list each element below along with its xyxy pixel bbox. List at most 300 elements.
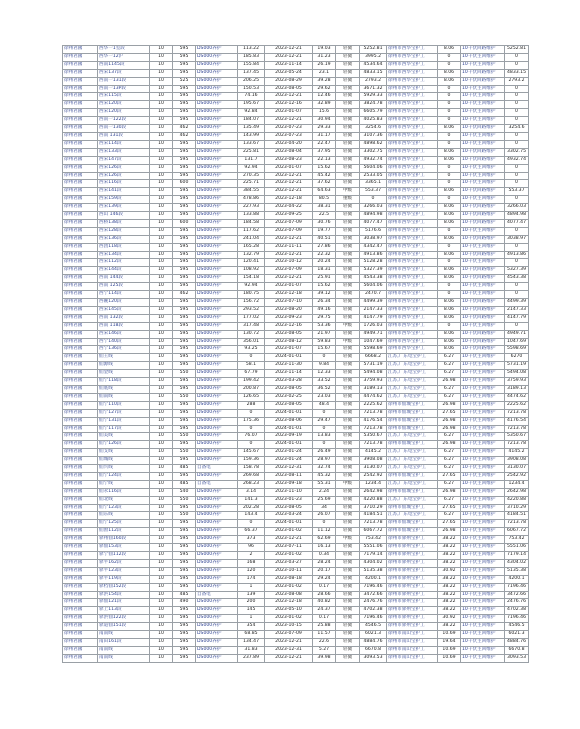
cell-factor: 38.22 — [438, 599, 461, 607]
table-row — [63, 385, 529, 393]
cell-factor: 27.65 — [438, 504, 461, 512]
cell-maintainer: 江苏,广东电宝护工 — [387, 378, 438, 386]
cell-level: 轻微 — [336, 417, 360, 425]
cell-result: 4304.02 — [505, 559, 529, 567]
cell-date: 2023-07-09 — [265, 227, 313, 235]
cell-device-type: DS000养护 — [196, 631, 238, 639]
cell-category: 10千伏主回维护 — [461, 283, 505, 291]
cell-capacity: 550 — [173, 370, 196, 378]
cell-load-value: 237.89 — [238, 654, 265, 662]
table-row — [63, 370, 529, 378]
cell-maintainer: 江苏,广东电宝护工 — [387, 457, 438, 465]
cell-date: 2023-08-05 — [265, 385, 313, 393]
cell-voltage: 10 — [150, 370, 173, 378]
table-row — [63, 117, 529, 125]
cell-factor: 6.27 — [438, 354, 461, 362]
cell-capacity: 600 — [173, 180, 196, 188]
cell-voltage: 10 — [150, 109, 173, 117]
cell-load-rate: 26.49 — [313, 449, 336, 457]
cell-device-type: DS000养护 — [196, 330, 238, 338]
cell-level: 轻微 — [336, 212, 360, 220]
cell-load-value: 269.68 — [238, 472, 265, 480]
cell-maintainer: 江苏,广东电宝护工 — [387, 393, 438, 401]
cell-load-value: 177.02 — [238, 314, 265, 322]
cell-margin: 3824.78 — [360, 101, 387, 109]
cell-unit: 徐州君國 — [63, 299, 98, 307]
cell-voltage: 10 — [150, 338, 173, 346]
table-row — [63, 559, 529, 567]
cell-category: 10千伏回路维护 — [461, 188, 505, 196]
cell-voltage: 10 — [150, 77, 173, 85]
table-row — [63, 204, 529, 212]
table-row — [63, 93, 529, 101]
cell-date: 2023-09-25 — [265, 212, 313, 220]
cell-category: 10千伏主回维护 — [461, 646, 505, 654]
cell-category: 10千伏回路维护 — [461, 46, 505, 54]
cell-category: 10千伏回路维护 — [461, 330, 505, 338]
cell-device-type: DS000养护 — [196, 607, 238, 615]
cell-load-rate: 0 — [313, 425, 336, 433]
cell-load-rate: 30.76 — [313, 219, 336, 227]
cell-load-rate: 20.17 — [313, 567, 336, 575]
cell-device-type: DS000养护 — [196, 567, 238, 575]
cell-category: 10千伏主回维护 — [461, 638, 505, 646]
cell-capacity: 595 — [173, 338, 196, 346]
cell-load-rate: 29.24 — [313, 575, 336, 583]
table-row — [63, 504, 529, 512]
cell-level: 轻微 — [336, 204, 360, 212]
cell-result: 0 — [505, 227, 529, 235]
cell-capacity: 595 — [173, 638, 196, 646]
cell-maintainer: 江苏,广东电宝护工 — [387, 354, 438, 362]
table-row — [63, 496, 529, 504]
cell-margin: 4304.02 — [360, 559, 387, 567]
cell-capacity: 550 — [173, 393, 196, 401]
cell-maintainer: 徐州市西华宝护工 — [387, 227, 438, 235]
cell-category: 10千伏主回维护 — [461, 496, 505, 504]
cell-margin: 4176.54 — [360, 417, 387, 425]
cell-result: 2476.76 — [505, 599, 529, 607]
cell-maintainer: 徐州市西华宝护工 — [387, 69, 438, 77]
cell-category: 10千伏回路维护 — [461, 212, 505, 220]
cell-device-type: DS000养护 — [196, 69, 238, 77]
cell-load-rate: 34 — [313, 504, 336, 512]
cell-maintainer: 徐州市西华宝护工 — [387, 148, 438, 156]
cell-date: 2023-11-11 — [265, 243, 313, 251]
cell-load-rate: 22.47 — [313, 140, 336, 148]
cell-level: 轻微 — [336, 93, 360, 101]
cell-line-name: 驿平123段 — [98, 567, 150, 575]
cell-device-type: DS000养护 — [196, 275, 238, 283]
cell-line-name: 南南线 — [98, 654, 150, 662]
cell-device-type: DS000养护 — [196, 520, 238, 528]
cell-margin: 5128.28 — [360, 259, 387, 267]
cell-voltage: 10 — [150, 552, 173, 560]
cell-result: 4949.71 — [505, 330, 529, 338]
cell-margin: 3107.36 — [360, 132, 387, 140]
cell-load-rate: 22.6 — [313, 638, 336, 646]
cell-margin: 4145.2 — [360, 449, 387, 457]
cell-capacity: 595 — [173, 354, 196, 362]
cell-line-name: 仙美线 — [98, 433, 150, 441]
cell-maintainer: 徐州市驿州宝护工 — [387, 559, 438, 567]
cell-margin: 4898.62 — [360, 140, 387, 148]
table-row — [63, 654, 529, 662]
cell-maintainer: 徐州市西华宝护工 — [387, 156, 438, 164]
cell-margin: 4147.79 — [360, 314, 387, 322]
cell-category: 10千伏回路维护 — [461, 235, 505, 243]
cell-line-name: 仙底线 — [98, 385, 150, 393]
cell-load-rate: 19.03 — [313, 46, 336, 54]
cell-maintainer: 徐州市驿州宝护工 — [387, 575, 438, 583]
cell-date: 2023-12-21 — [265, 251, 313, 259]
table-row — [63, 212, 529, 220]
cell-load-value: 288 — [238, 401, 265, 409]
cell-level: 轻微 — [336, 646, 360, 654]
cell-date: 2023-01-02 — [265, 528, 313, 536]
cell-maintainer: 徐州市驿州宝护工 — [387, 615, 438, 623]
cell-category: 10千伏主回维护 — [461, 164, 505, 172]
cell-maintainer: 江苏,广东电宝护工 — [387, 480, 438, 488]
cell-category: 10千伏主回维护 — [461, 520, 505, 528]
cell-load-rate: 13.83 — [313, 433, 336, 441]
cell-capacity: 595 — [173, 409, 196, 417]
cell-level: 轻微 — [336, 528, 360, 536]
cell-result: 3189.13 — [505, 385, 529, 393]
cell-maintainer: 徐州市西华宝护工 — [387, 251, 438, 259]
cell-result: 0 — [505, 196, 529, 204]
cell-capacity: 550 — [173, 512, 196, 520]
cell-capacity: 595 — [173, 362, 196, 370]
cell-capacity: 595 — [173, 583, 196, 591]
cell-device-type: DS000养护 — [196, 378, 238, 386]
cell-load-rate: 15.62 — [313, 164, 336, 172]
table-row — [63, 512, 529, 520]
cell-date: 2023-12-21 — [265, 180, 313, 188]
cell-date: 2023-03-27 — [265, 559, 313, 567]
cell-line-name: 西南 144段 — [98, 275, 150, 283]
cell-factor: 8.06 — [438, 306, 461, 314]
cell-voltage: 10 — [150, 362, 173, 370]
cell-voltage: 10 — [150, 188, 173, 196]
cell-capacity: 595 — [173, 172, 196, 180]
cell-unit: 徐州君國 — [63, 219, 98, 227]
cell-category: 10千伏主回维护 — [461, 599, 505, 607]
cell-date: 2023-08-05 — [265, 504, 313, 512]
cell-capacity: 550 — [173, 449, 196, 457]
cell-date: 2023-01-02 — [265, 615, 313, 623]
cell-load-value: 174 — [238, 575, 265, 583]
table-row — [63, 267, 529, 275]
cell-category: 10千伏主回维护 — [461, 536, 505, 544]
cell-factor: 8.06 — [438, 46, 461, 54]
cell-load-rate: 12.33 — [313, 370, 336, 378]
cell-device-type: DS000养护 — [196, 638, 238, 646]
cell-factor: 38.22 — [438, 591, 461, 599]
cell-level: 轻微 — [336, 591, 360, 599]
cell-maintainer: 徐州市西华宝护工 — [387, 322, 438, 330]
cell-category: 10千伏回路维护 — [461, 156, 505, 164]
cell-date: 2023-09-23 — [265, 314, 313, 322]
cell-result: 4184.51 — [505, 512, 529, 520]
cell-load-value: 74.16 — [238, 93, 265, 101]
cell-factor: 38.22 — [438, 623, 461, 631]
cell-maintainer: 徐州市仙城宝护工 — [387, 425, 438, 433]
cell-result: 6670.8 — [505, 646, 529, 654]
cell-load-rate: 29.62 — [313, 85, 336, 93]
cell-load-value: 270.35 — [238, 172, 265, 180]
cell-date: 2023-12-21 — [265, 188, 313, 196]
cell-category: 10千伏主回维护 — [461, 457, 505, 465]
cell-margin: 4499.39 — [360, 299, 387, 307]
cell-date: 2023-12-31 — [265, 646, 313, 654]
cell-capacity: 595 — [173, 623, 196, 631]
cell-voltage: 10 — [150, 441, 173, 449]
cell-load-rate: 39.12 — [313, 291, 336, 299]
cell-device-type: DS000养护 — [196, 623, 238, 631]
cell-category: 10千伏主回维护 — [461, 385, 505, 393]
cell-load-rate: 22.5 — [313, 212, 336, 220]
cell-unit: 徐州君國 — [63, 227, 98, 235]
cell-date: 2024-01-01 — [265, 425, 313, 433]
cell-load-value: 225.81 — [238, 148, 265, 156]
cell-maintainer: 徐州市仙城宝护工 — [387, 417, 438, 425]
table-row — [63, 393, 529, 401]
cell-load-rate: 26.19 — [313, 61, 336, 69]
table-row — [63, 433, 529, 441]
cell-load-value: 145.67 — [238, 449, 265, 457]
cell-device-type: DS000养护 — [196, 180, 238, 188]
cell-unit: 徐州君國 — [63, 362, 98, 370]
cell-unit: 徐州君國 — [63, 204, 98, 212]
cell-load-rate: 59.83 — [313, 338, 336, 346]
cell-margin: 3130.07 — [360, 465, 387, 473]
cell-unit: 徐州君國 — [63, 615, 98, 623]
cell-maintainer: 徐州市西华宝护工 — [387, 291, 438, 299]
cell-level: 轻微 — [336, 354, 360, 362]
cell-result: 3093.53 — [505, 654, 529, 662]
cell-margin: 1047.69 — [360, 338, 387, 346]
cell-load-rate: 32.89 — [313, 101, 336, 109]
cell-maintainer: 徐州市西华宝护工 — [387, 164, 438, 172]
cell-load-rate: 40.82 — [313, 599, 336, 607]
cell-level: 轻微 — [336, 433, 360, 441]
cell-result: 5494.08 — [505, 370, 529, 378]
cell-result: 5731.19 — [505, 362, 529, 370]
cell-device-type: DS000养护 — [196, 536, 238, 544]
cell-unit: 徐州君國 — [63, 314, 98, 322]
cell-factor: 0 — [438, 93, 461, 101]
cell-factor: 38.22 — [438, 575, 461, 583]
cell-load-value: 184.58 — [238, 219, 265, 227]
cell-date: 2023-10-15 — [265, 623, 313, 631]
cell-unit: 徐州君國 — [63, 46, 98, 54]
cell-device-type: DS000养护 — [196, 85, 238, 93]
table-row — [63, 488, 529, 496]
cell-margin: 553.37 — [360, 188, 387, 196]
cell-level: 轻微 — [336, 125, 360, 133]
cell-line-name: 西宋134段 — [98, 251, 150, 259]
cell-line-name: 西碗120段 — [98, 299, 150, 307]
cell-margin: 5929.33 — [360, 93, 387, 101]
cell-load-value: 133.88 — [238, 212, 265, 220]
cell-margin: 4025.83 — [360, 117, 387, 125]
cell-maintainer: 徐州市西华宝护工 — [387, 275, 438, 283]
cell-margin: 5327.39 — [360, 267, 387, 275]
cell-result: 0 — [505, 180, 529, 188]
cell-load-value: 126.65 — [238, 393, 265, 401]
cell-load-value: 158.78 — [238, 465, 265, 473]
cell-maintainer: 徐州市西华宝护工 — [387, 140, 438, 148]
cell-level: 轻微 — [336, 85, 360, 93]
cell-maintainer: 江苏,广东电宝护工 — [387, 433, 438, 441]
cell-capacity: 595 — [173, 156, 196, 164]
cell-voltage: 10 — [150, 654, 173, 662]
cell-margin: 3908.08 — [360, 457, 387, 465]
cell-result: 3710.29 — [505, 504, 529, 512]
cell-voltage: 10 — [150, 559, 173, 567]
cell-result: 3130.07 — [505, 465, 529, 473]
cell-level: 轻微 — [336, 425, 360, 433]
cell-capacity: 485 — [173, 591, 196, 599]
cell-date: 2023-08-11 — [265, 472, 313, 480]
cell-date: 2023-01-02 — [265, 552, 313, 560]
cell-unit: 徐州君國 — [63, 291, 98, 299]
cell-factor: 30.92 — [438, 615, 461, 623]
cell-category: 10千伏主回维护 — [461, 354, 505, 362]
cell-device-type: DS000养护 — [196, 488, 238, 496]
cell-margin: 7196.46 — [360, 615, 387, 623]
cell-category: 10千伏主回维护 — [461, 575, 505, 583]
cell-voltage: 10 — [150, 615, 173, 623]
cell-margin: 4184.51 — [360, 512, 387, 520]
cell-voltage: 10 — [150, 314, 173, 322]
cell-voltage: 10 — [150, 243, 173, 251]
cell-level: 轻微 — [336, 567, 360, 575]
cell-capacity: 595 — [173, 646, 196, 654]
data-table — [62, 45, 529, 663]
cell-load-value: 66.37 — [238, 528, 265, 536]
cell-device-type: DS000养护 — [196, 61, 238, 69]
cell-load-value: 2 — [238, 552, 265, 560]
cell-unit: 徐州君國 — [63, 591, 98, 599]
cell-factor: 38.22 — [438, 536, 461, 544]
cell-maintainer: 徐州市西华宝护工 — [387, 132, 438, 140]
cell-device-type: DS000养护 — [196, 117, 238, 125]
cell-device-type: DS000养护 — [196, 77, 238, 85]
cell-result: 0 — [505, 61, 529, 69]
cell-line-name: 西南1145段 — [98, 61, 150, 69]
cell-load-value: 184.07 — [238, 117, 265, 125]
cell-load-rate: 25.91 — [313, 275, 336, 283]
cell-unit: 徐州君國 — [63, 53, 98, 61]
cell-load-value: 0 — [238, 409, 265, 417]
cell-line-name: 仙北线 — [98, 496, 150, 504]
cell-date: 2023-01-24 — [265, 457, 313, 465]
cell-result: 4833.15 — [505, 69, 529, 77]
cell-device-type: DS000养护 — [196, 441, 238, 449]
cell-line-name: 驿仙153段 — [98, 544, 150, 552]
cell-voltage: 10 — [150, 306, 173, 314]
cell-date: 2023-12-21 — [265, 53, 313, 61]
cell-line-name: 仙宁131段 — [98, 417, 150, 425]
cell-load-rate: 15.6 — [313, 109, 336, 117]
cell-device-type: DS000养护 — [196, 164, 238, 172]
table-row — [63, 164, 529, 172]
cell-category: 10千伏主回维护 — [461, 417, 505, 425]
cell-factor: 0 — [438, 140, 461, 148]
cell-device-type: DS000养护 — [196, 251, 238, 259]
cell-category: 10千伏主回维护 — [461, 615, 505, 623]
cell-category: 10千伏主回维护 — [461, 401, 505, 409]
cell-unit: 徐州君國 — [63, 520, 98, 528]
table-row — [63, 243, 529, 251]
cell-device-type: DS000养护 — [196, 583, 238, 591]
cell-unit: 徐州君國 — [63, 631, 98, 639]
cell-capacity: 595 — [173, 631, 196, 639]
cell-level: 轻微 — [336, 180, 360, 188]
cell-level: 轻微 — [336, 607, 360, 615]
cell-capacity: 595 — [173, 378, 196, 386]
cell-device-type: DS000养护 — [196, 409, 238, 417]
cell-load-rate: 29.47 — [313, 417, 336, 425]
cell-capacity: 595 — [173, 472, 196, 480]
table-row — [63, 623, 529, 631]
cell-line-name: 西宋145段 — [98, 306, 150, 314]
cell-load-value: 92.94 — [238, 283, 265, 291]
cell-capacity: 595 — [173, 140, 196, 148]
cell-line-name: 仙东线 — [98, 512, 150, 520]
cell-maintainer: 徐州市西华宝护工 — [387, 299, 438, 307]
cell-unit: 徐州君國 — [63, 583, 98, 591]
cell-margin: 5551.06 — [360, 544, 387, 552]
cell-maintainer: 江苏,广东电宝护工 — [387, 449, 438, 457]
cell-line-name: 仙宁117段 — [98, 425, 150, 433]
cell-line-name: 西宋139段 — [98, 204, 150, 212]
table-row — [63, 441, 529, 449]
cell-factor: 26.98 — [438, 401, 461, 409]
cell-result: 1234.4 — [505, 480, 529, 488]
cell-result: 553.37 — [505, 188, 529, 196]
cell-unit: 徐州君國 — [63, 401, 98, 409]
cell-capacity: 595 — [173, 401, 196, 409]
cell-maintainer: 徐州市驿州宝护工 — [387, 583, 438, 591]
cell-unit: 徐州君國 — [63, 575, 98, 583]
cell-margin: 3254.6 — [360, 125, 387, 133]
cell-load-rate: 26.34 — [313, 299, 336, 307]
table-row — [63, 465, 529, 473]
table-row — [63, 599, 529, 607]
cell-load-value: 92.84 — [238, 109, 265, 117]
cell-level: 轻微 — [336, 559, 360, 567]
table-body — [63, 46, 529, 663]
cell-voltage: 10 — [150, 488, 173, 496]
cell-load-value: 120.41 — [238, 259, 265, 267]
cell-margin: 4543.38 — [360, 275, 387, 283]
cell-voltage: 10 — [150, 607, 173, 615]
cell-unit: 徐州君國 — [63, 188, 98, 196]
cell-load-value: 76.07 — [238, 433, 265, 441]
cell-load-rate: 32.74 — [313, 465, 336, 473]
cell-level: 轻微 — [336, 117, 360, 125]
cell-level: 轻微 — [336, 623, 360, 631]
cell-unit: 徐州君國 — [63, 433, 98, 441]
cell-maintainer: 徐州市仙城宝护工 — [387, 488, 438, 496]
cell-level: 轻微 — [336, 472, 360, 480]
cell-unit: 徐州君國 — [63, 306, 98, 314]
cell-device-type: DS000养护 — [196, 401, 238, 409]
cell-result: 0 — [505, 109, 529, 117]
